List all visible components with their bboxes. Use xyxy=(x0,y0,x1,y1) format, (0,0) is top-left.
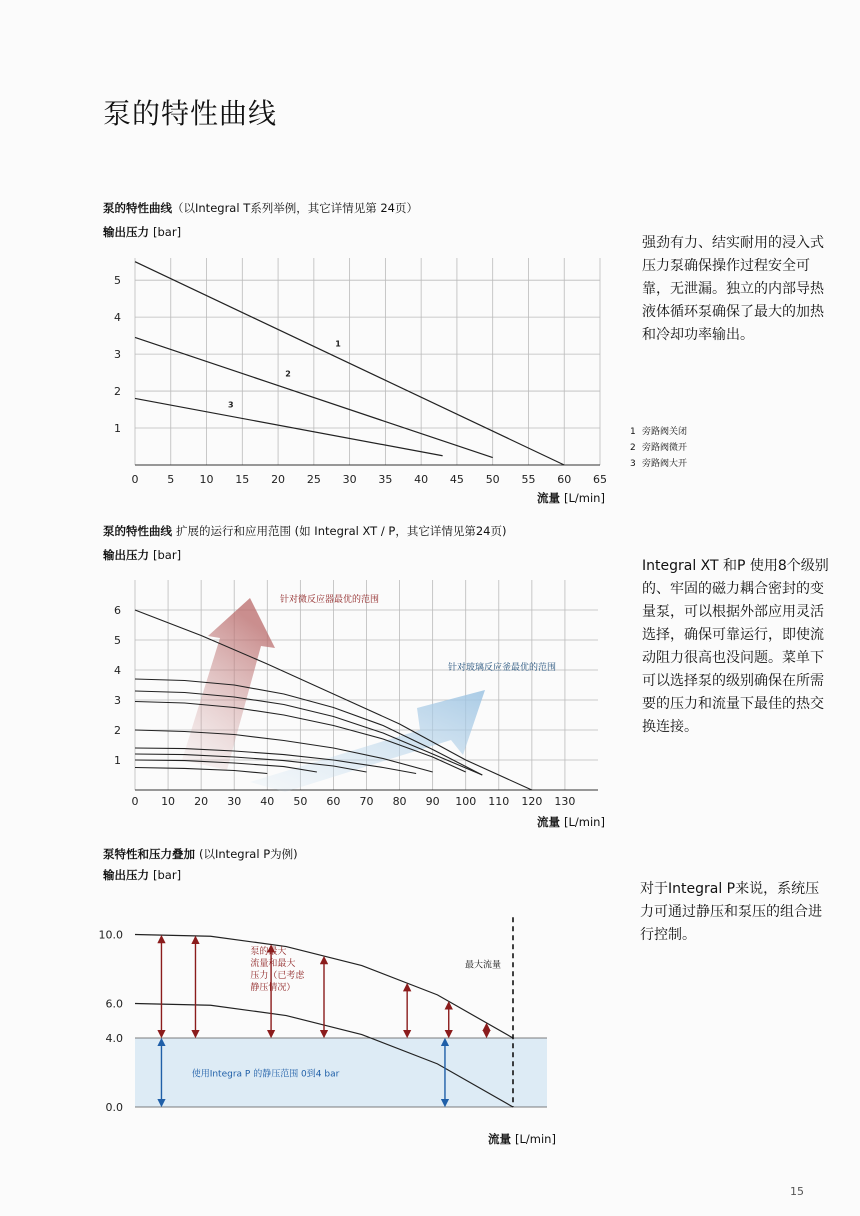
chart-2-y-tick: 6 xyxy=(114,604,121,617)
chart-3-xunit: [L/min] xyxy=(515,1132,556,1146)
chart-2-x-tick: 10 xyxy=(161,795,176,808)
chart-1-x-tick: 20 xyxy=(271,473,286,486)
section-2-title-main: 泵的特性曲线 xyxy=(103,524,172,538)
chart-2-xlabel-text: 流量 xyxy=(537,815,560,829)
chart-1-y-tick: 5 xyxy=(114,274,121,288)
chart-1-x-tick: 5 xyxy=(167,473,175,486)
section-1-subtitle: （以Integral T系列举例，其它详情见第 24页） xyxy=(172,201,419,215)
chart-1-x-tick: 50 xyxy=(485,473,500,486)
chart-2-xunit: [L/min] xyxy=(564,815,605,829)
chart-1-curve-label: 2 xyxy=(285,369,291,379)
legend-item-3: 3 旁路阀大开 xyxy=(630,459,688,469)
chart-1-x-tick: 10 xyxy=(199,473,214,486)
chart-1-legend xyxy=(630,424,687,472)
chart-2-x-tick: 60 xyxy=(326,795,341,808)
chart-2-x-tick: 50 xyxy=(293,795,308,808)
chart-2-x-tick: 20 xyxy=(194,795,209,808)
chart-1-x-tick: 35 xyxy=(378,473,393,486)
chart-1-xlabel xyxy=(537,490,605,506)
section-3-title-main: 泵特性和压力叠加 xyxy=(103,847,195,861)
chart-3-xlabel xyxy=(488,1131,556,1147)
chart-1-x-tick: 0 xyxy=(131,473,139,486)
pump-range-label: 泵的最大流量和最大压力（已考虑静压情况） xyxy=(250,946,305,993)
chart-3-yunit: [bar] xyxy=(153,868,182,882)
chart-1-x-tick: 30 xyxy=(342,473,357,486)
chart-1-xlabel-text: 流量 xyxy=(537,491,560,505)
chart-2-x-tick: 120 xyxy=(521,795,543,808)
chart-1-series-3 xyxy=(135,398,443,455)
chart-1-x-tick: 55 xyxy=(521,473,536,486)
chart-2-x-tick: 100 xyxy=(455,795,477,808)
chart-2-annotation-micro: 针对微反应器最优的范围 xyxy=(280,595,380,605)
chart-1-y-tick: 3 xyxy=(114,348,121,362)
chart-1-yunit: [bar] xyxy=(153,225,182,239)
section-3-subtitle: (以Integral P为例) xyxy=(199,847,298,861)
chart-3-y-tick: 4.0 xyxy=(105,1032,123,1045)
chart-2-yunit: [bar] xyxy=(153,548,182,562)
section-2-title xyxy=(103,523,506,539)
chart-1-x-tick: 65 xyxy=(593,473,607,486)
chart-2-y-tick: 5 xyxy=(114,634,121,647)
chart-1-y-tick: 4 xyxy=(114,311,121,325)
chart-1-curve-label: 3 xyxy=(228,400,234,410)
section-1-title xyxy=(103,200,418,216)
chart-2-ylabel-text: 输出压力 xyxy=(103,548,149,562)
max-flow-label: 最大流量 xyxy=(465,960,502,971)
chart-1-ylabel xyxy=(103,224,181,240)
chart-2-x-tick: 110 xyxy=(488,795,510,808)
section-3-title xyxy=(103,846,298,862)
chart-1-x-tick: 25 xyxy=(306,473,321,486)
chart-1-ylabel-text: 输出压力 xyxy=(103,225,149,239)
section-2-description: Integral XT 和P 使用8个级别的、牢固的磁力耦合密封的变量泵，可以根据外部应用灵活选择，确保可靠运行，即使流动阻力很高也没问题。菜单下可以选择泵的级别确保在所需要的压力和流量下最佳的热交换连接。 xyxy=(642,558,829,735)
chart-1-x-tick: 40 xyxy=(414,473,429,486)
chart-3-y-tick: 0.0 xyxy=(105,1101,123,1114)
chart-2-xlabel xyxy=(537,814,605,830)
chart-1-svg xyxy=(100,250,620,510)
chart-2-x-tick: 130 xyxy=(554,795,576,808)
chart-2-x-tick: 0 xyxy=(131,795,139,808)
chart-3-y-tick: 10.0 xyxy=(98,928,123,942)
chart-1-x-tick: 45 xyxy=(449,473,464,486)
chart-3-ylabel xyxy=(103,867,181,883)
chart-1-xunit: [L/min] xyxy=(564,491,605,505)
chart-2-x-tick: 30 xyxy=(227,795,242,808)
chart-2-annotation-glass: 针对玻璃反应釜最优的范围 xyxy=(448,663,557,673)
chart-1-y-tick: 2 xyxy=(114,385,121,399)
chart-2-ylabel xyxy=(103,547,181,563)
chart-2-y-tick: 3 xyxy=(114,694,121,707)
section-1-description: 强劲有力、结实耐用的浸入式压力泵确保操作过程安全可靠，无泄漏。独立的内部导热液体循环泵确保了最大的加热和冷却功率输出。 xyxy=(642,235,824,343)
chart-2-y-tick: 1 xyxy=(114,754,121,767)
chart-3-svg xyxy=(95,895,555,1120)
chart-2-y-tick: 2 xyxy=(114,724,121,737)
chart-3-xlabel-text: 流量 xyxy=(488,1132,511,1146)
chart-2-x-tick: 80 xyxy=(392,795,407,808)
page-number: 15 xyxy=(790,1185,804,1198)
chart-3-ylabel-text: 输出压力 xyxy=(103,868,149,882)
chart-1-curve-label: 1 xyxy=(335,339,341,349)
section-2-subtitle: 扩展的运行和应用范围 (如 Integral XT / P，其它详情见第24页) xyxy=(176,524,507,538)
chart-1-x-tick: 15 xyxy=(235,473,250,486)
chart-2-x-tick: 90 xyxy=(425,795,440,808)
chart-1-x-tick: 60 xyxy=(557,473,572,486)
page-title: 泵的特性曲线 xyxy=(103,97,278,130)
chart-2-x-tick: 40 xyxy=(260,795,275,808)
static-range-label: 使用Integra P 的静压范围 0到4 bar xyxy=(191,1069,340,1080)
chart-3-y-tick: 6.0 xyxy=(105,997,123,1011)
section-3-description: 对于Integral P来说，系统压力可通过静压和泵压的组合进行控制。 xyxy=(640,881,822,943)
section-1-title-main: 泵的特性曲线 xyxy=(103,201,172,215)
chart-2-svg xyxy=(100,575,620,815)
chart-2-x-tick: 70 xyxy=(359,795,374,808)
chart-1-y-tick: 1 xyxy=(114,422,121,436)
legend-item-2: 2 旁路阀微开 xyxy=(630,443,688,453)
chart-2-y-tick: 4 xyxy=(114,664,121,677)
legend-item-1: 1 旁路阀关闭 xyxy=(630,427,688,437)
